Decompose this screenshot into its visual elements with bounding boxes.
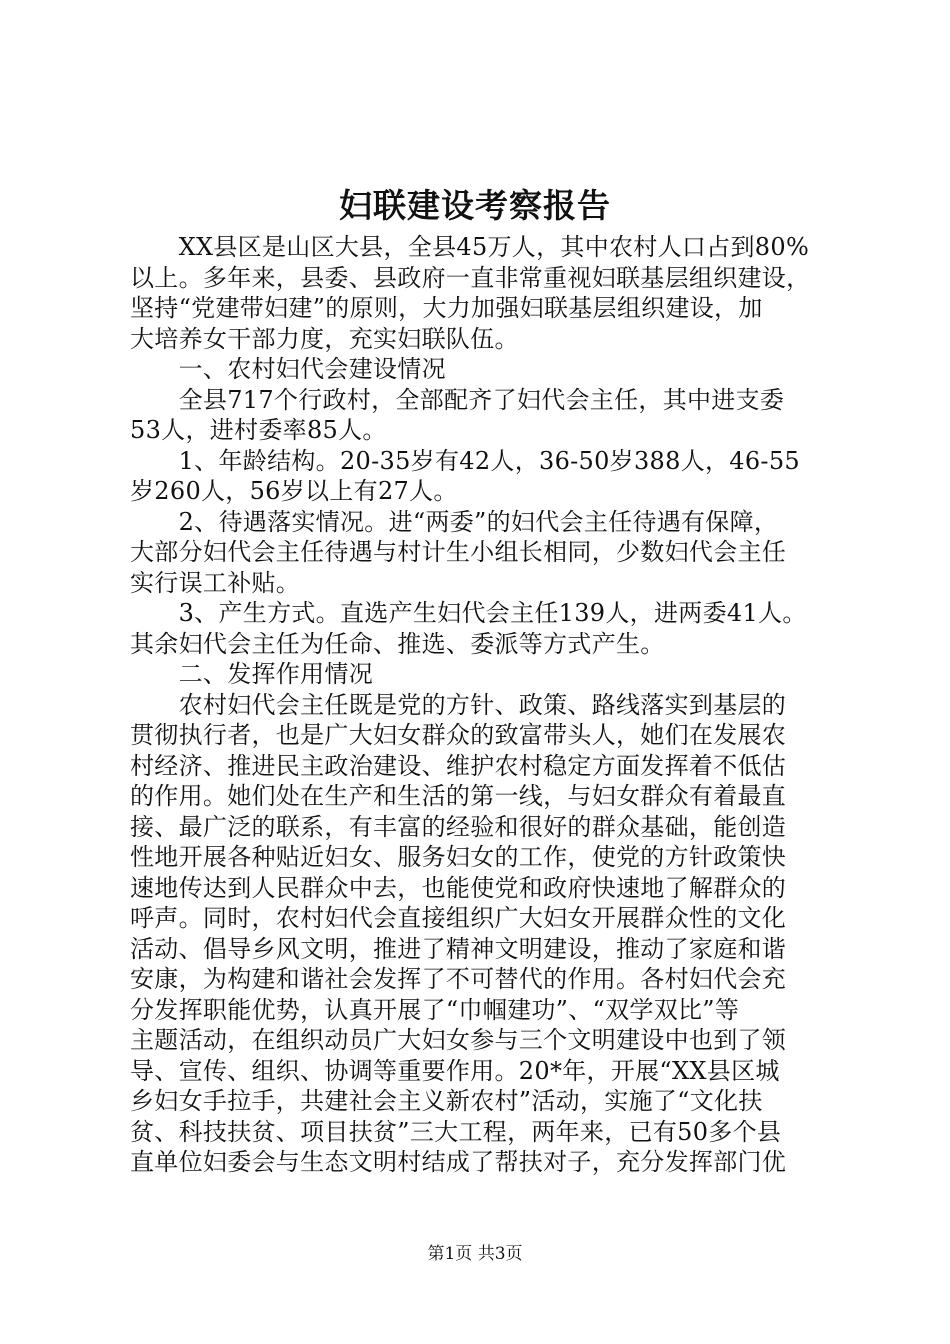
- page-footer: 第1页 共3页: [427, 1244, 523, 1264]
- text-line: 岁260人，56岁以上有27人。: [130, 477, 458, 505]
- text-line: XX县区是山区大县，全县45万人，其中农村人口占到80%: [130, 233, 810, 261]
- text-line: 分发挥职能优势，认真开展了“巾帼建功”、“双学双比”等: [130, 995, 740, 1024]
- text-line: 农村妇代会主任既是党的方针、政策、路线落实到基层的: [130, 690, 787, 719]
- text-line: 直单位妇委会与生态文明村结成了帮扶对子，充分发挥部门优: [130, 1148, 787, 1176]
- section-heading: 二、发挥作用情况: [130, 660, 373, 688]
- text-line: 全县717个行政村，全部配齐了妇代会主任，其中进支委: [130, 385, 785, 414]
- text-line: 贯彻执行者，也是广大妇女群众的致富带头人，她们在发展农: [130, 721, 787, 749]
- text-line: 实行误工补贴。: [130, 568, 301, 597]
- text-line: 的作用。她们处在生产和生活的第一线，与妇女群众有着最直: [130, 782, 787, 810]
- text-line: 坚持“党建带妇建”的原则，大力加强妇联基层组织建设，加: [130, 294, 763, 322]
- text-line: 大培养女干部力度，充实妇联队伍。: [130, 324, 519, 353]
- text-line: 性地开展各种贴近妇女、服务妇女的工作，使党的方针政策快: [130, 843, 787, 871]
- text-line: 贫、科技扶贫、项目扶贫”三大工程，两年来，已有50多个县: [130, 1117, 782, 1146]
- text-line: 速地传达到人民群众中去，也能使党和政府快速地了解群众的: [130, 873, 787, 902]
- text-line: 2、待遇落实情况。进“两委”的妇代会主任待遇有保障，: [130, 507, 779, 536]
- text-line: 导、宣传、组织、协调等重要作用。20*年，开展“XX县区城: [130, 1056, 780, 1085]
- text-line: 接、最广泛的联系，有丰富的经验和很好的群众基础，能创造: [130, 812, 787, 841]
- text-line: 以上。多年来，县委、县政府一直非常重视妇联基层组织建设，: [130, 263, 811, 292]
- text-line: 1、年龄结构。20-35岁有42人，36-50岁388人，46-55: [130, 446, 800, 475]
- document-title: 妇联建设考察报告: [339, 186, 611, 225]
- text-line: 大部分妇代会主任待遇与村计生小组长相同，少数妇代会主任: [130, 538, 787, 566]
- text-line: 安康，为构建和谐社会发挥了不可替代的作用。各村妇代会充: [130, 965, 787, 993]
- text-line: 乡妇女手拉手，共建社会主义新农村”活动，实施了“文化扶: [130, 1087, 763, 1115]
- section-heading: 一、农村妇代会建设情况: [130, 355, 446, 383]
- text-line: 呼声。同时，农村妇代会直接组织广大妇女开展群众性的文化: [130, 904, 787, 932]
- text-line: 活动、倡导乡风文明，推进了精神文明建设，推动了家庭和谐: [130, 934, 787, 963]
- text-line: 主题活动，在组织动员广大妇女参与三个文明建设中也到了领: [130, 1026, 787, 1054]
- text-line: 53人，进村委率85人。: [130, 416, 387, 444]
- text-line: 3、产生方式。直选产生妇代会主任139人，进两委41人。: [130, 599, 807, 627]
- text-line: 其余妇代会主任为任命、推选、委派等方式产生。: [130, 629, 665, 658]
- document-body: [130, 232, 852, 1178]
- text-line: 村经济、推进民主政治建设、维护农村稳定方面发挥着不低估: [130, 751, 787, 780]
